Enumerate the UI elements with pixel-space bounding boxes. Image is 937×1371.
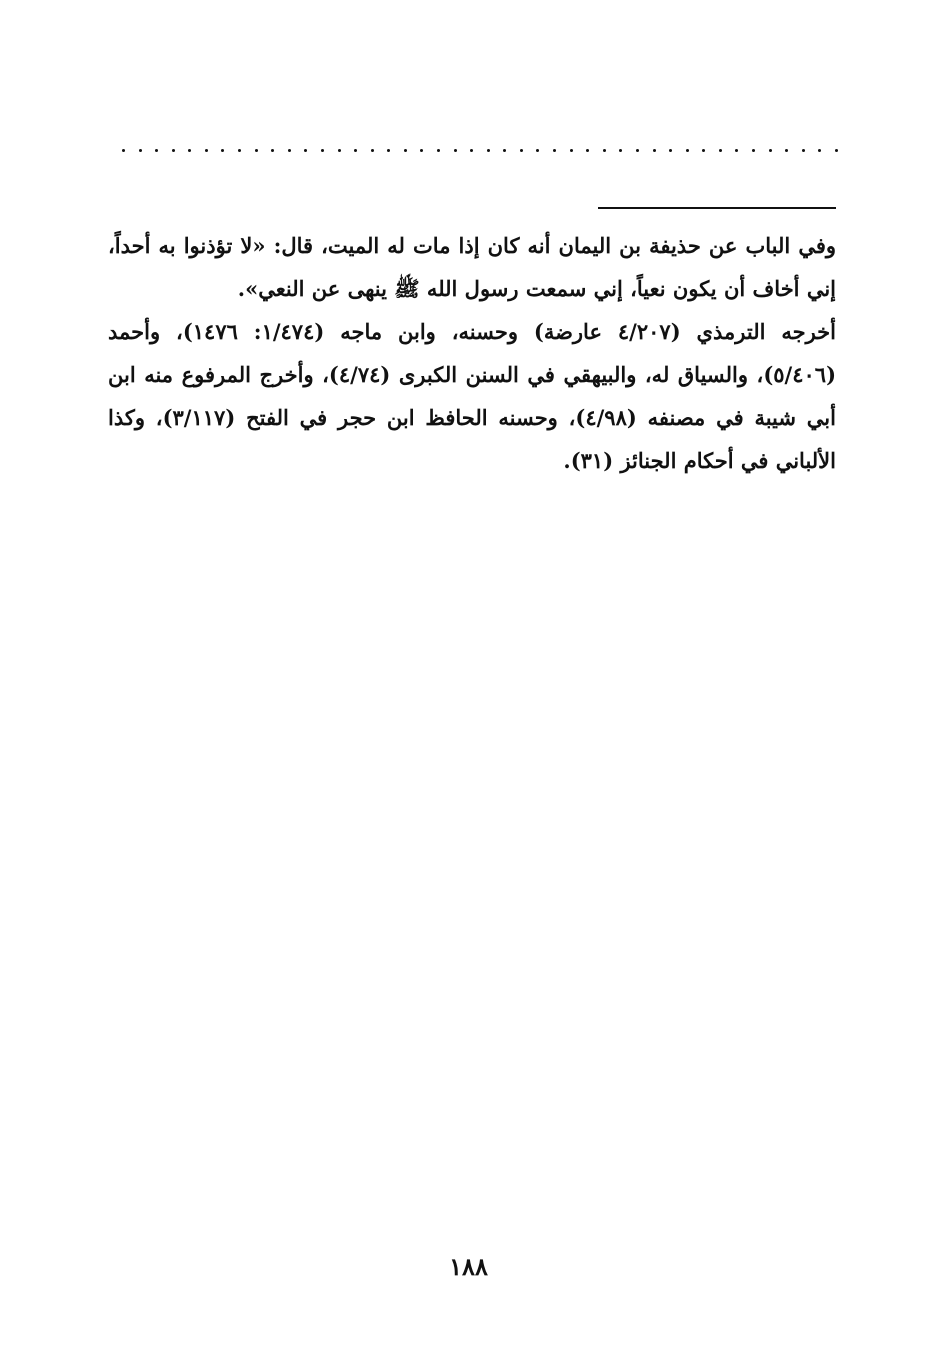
separator-dot <box>338 149 341 152</box>
separator-dot <box>702 149 705 152</box>
separator-dot <box>520 149 523 152</box>
separator-dot <box>570 149 573 152</box>
separator-dot <box>255 149 258 152</box>
separator-dot <box>221 149 224 152</box>
separator-dot <box>354 149 357 152</box>
separator-dot <box>669 149 672 152</box>
separator-dot <box>785 149 788 152</box>
footnote-rule <box>598 207 836 209</box>
separator-dot <box>271 149 274 152</box>
separator-dot <box>752 149 755 152</box>
separator-dot <box>636 149 639 152</box>
footnote-paragraph-1: وفي الباب عن حذيفة بن اليمان أنه كان إذا مات له الميت، قال: «لا تؤذنوا به أحداً، إني أخاف أن يكون نعياً، إني سمعت رسول الله ﷺ ينهى عن النعي». <box>108 233 836 301</box>
separator-dot <box>603 149 606 152</box>
separator-dot <box>420 149 423 152</box>
separator-dot <box>172 149 175 152</box>
separator-dot <box>387 149 390 152</box>
footnote-text-block <box>108 224 836 482</box>
separator-dot <box>735 149 738 152</box>
separator-dot <box>536 149 539 152</box>
separator-dot <box>818 149 821 152</box>
separator-dot <box>404 149 407 152</box>
separator-dot <box>188 149 191 152</box>
separator-dot <box>503 149 506 152</box>
separator-dot <box>454 149 457 152</box>
separator-dot <box>586 149 589 152</box>
dotted-separator <box>122 143 838 157</box>
separator-dot <box>553 149 556 152</box>
separator-dot <box>719 149 722 152</box>
separator-dot <box>619 149 622 152</box>
separator-dot <box>122 149 125 152</box>
separator-dot <box>653 149 656 152</box>
separator-dot <box>802 149 805 152</box>
separator-dot <box>769 149 772 152</box>
separator-dot <box>371 149 374 152</box>
separator-dot <box>686 149 689 152</box>
page-number: ١٨٨ <box>449 1252 488 1281</box>
separator-dot <box>238 149 241 152</box>
separator-dot <box>304 149 307 152</box>
separator-dot <box>487 149 490 152</box>
separator-dot <box>470 149 473 152</box>
separator-dot <box>321 149 324 152</box>
separator-dot <box>437 149 440 152</box>
separator-dot <box>155 149 158 152</box>
footnote-paragraph-2: أخرجه الترمذي (٤/٢٠٧ عارضة) وحسنه، وابن ماجه (١/٤٧٤: ١٤٧٦)، وأحمد (٥/٤٠٦)، والسياق له، والبيهقي في السنن الكبرى (٤/٧٤)، وأخرج المرفوع منه ابن أبي شيبة في مصنفه (٤/٩٨)، وحسنه الحافظ ابن حجر في الفتح (٣/١١٧)، وكذا الألباني في أحكام الجنائز (٣١). <box>108 319 837 473</box>
separator-dot <box>205 149 208 152</box>
separator-dot <box>139 149 142 152</box>
separator-dot <box>288 149 291 152</box>
separator-dot <box>835 149 838 152</box>
